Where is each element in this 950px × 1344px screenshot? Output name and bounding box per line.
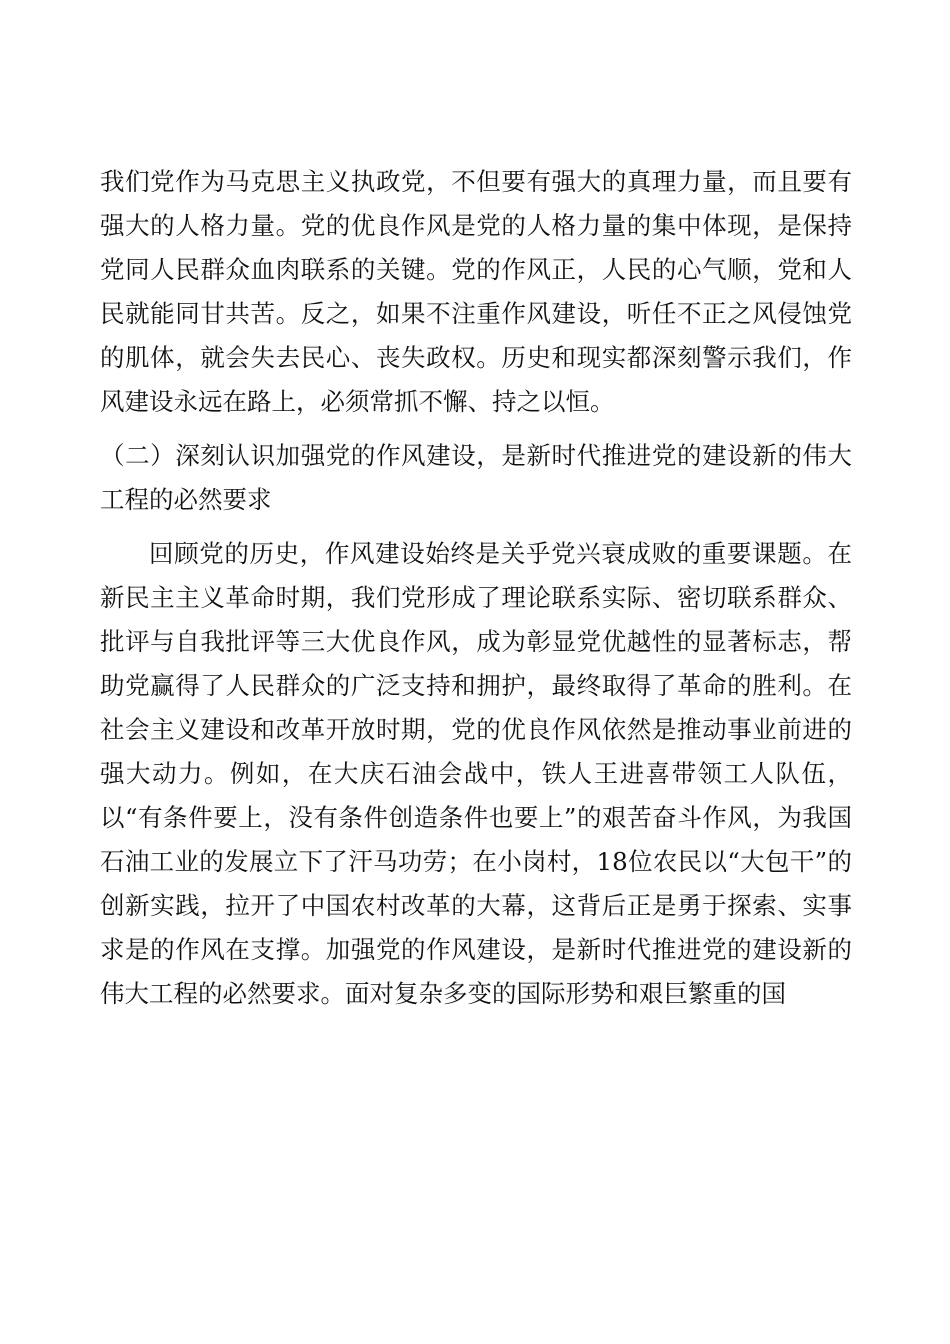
body-paragraph-2: 回顾党的历史，作风建设始终是关乎党兴衰成败的重要课题。在新民主主义革命时期，我们党形成了理论联系实际、密切联系群众、批评与自我批评等三大优良作风，成为彰显党优越性的显著标志，帮助党赢得了人民群众的广泛支持和拥护，最终取得了革命的胜利。在社会主义建设和改革开放时期，党的优良作风依然是推动事业前进的强大动力。例如，在大庆石油会战中，铁人王进喜带领工人队伍，以“有条件要上，没有条件创造条件也要上”的艰苦奋斗作风，为我国石油工业的发展立下了汗马功劳；在小岗村，18位农民以“大包干”的创新实践，拉开了中国农村改革的大幕，这背后正是勇于探索、实事求是的作风在支撑。加强党的作风建设，是新时代推进党的建设新的伟大工程的必然要求。面对复杂多变的国际形势和艰巨繁重的国 (100, 539, 852, 1008)
body-paragraph-1: 我们党作为马克思主义执政党，不但要有强大的真理力量，而且要有强大的人格力量。党的优良作风是党的人格力量的集中体现，是保持党同人民群众血肉联系的关键。党的作风正，人民的心气顺，党和人民就能同甘共苦。反之，如果不注重作风建设，听任不正之风侵蚀党的肌体，就会失去民心、丧失政权。历史和现实都深刻警示我们，作风建设永远在路上，必须常抓不懈、持之以恒。 (100, 167, 852, 416)
document-body (100, 160, 852, 1016)
section-heading: （二）深刻认识加强党的作风建设，是新时代推进党的建设新的伟大工程的必然要求 (100, 441, 852, 514)
